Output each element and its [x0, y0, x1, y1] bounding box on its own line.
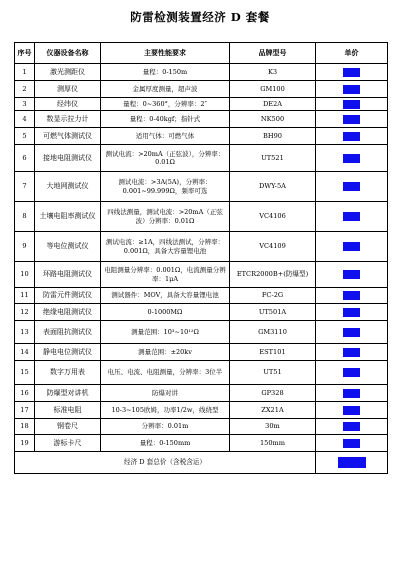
- price-swatch: [343, 212, 360, 221]
- row-brand: VC4106: [230, 202, 316, 232]
- price-swatch: [343, 291, 360, 300]
- row-name: 数字万用表: [35, 361, 101, 385]
- row-price-cell: [316, 172, 388, 202]
- row-brand: GM100: [230, 81, 316, 98]
- header-index: 序号: [15, 43, 35, 64]
- header-brand: 品牌型号: [230, 43, 316, 64]
- total-price-cell: [316, 452, 388, 474]
- row-price-cell: [316, 232, 388, 262]
- row-price-cell: [316, 145, 388, 172]
- row-price-cell: [316, 435, 388, 452]
- row-price-cell: [316, 321, 388, 344]
- row-price-cell: [316, 361, 388, 385]
- row-index: 12: [15, 304, 35, 321]
- row-index: 6: [15, 145, 35, 172]
- row-spec: 量程：0-150m: [101, 64, 230, 81]
- row-spec: 量程：0~360°，分辨率：2″: [101, 98, 230, 111]
- row-spec: 测量范围：±20kv: [101, 344, 230, 361]
- row-index: 1: [15, 64, 35, 81]
- row-name: 钢卷尺: [35, 419, 101, 435]
- row-spec: 测试电流：>3A(5A)，分辨率：0.001~99.999Ω，频率可选: [101, 172, 230, 202]
- total-row: [15, 452, 388, 474]
- row-name: 防爆型对讲机: [35, 385, 101, 402]
- row-brand: K3: [230, 64, 316, 81]
- table-row: [15, 435, 388, 452]
- row-spec: 测试电流：≥1A，四线法测试，分辨率：0.001Ω，具备大容量锂电池: [101, 232, 230, 262]
- row-spec: 电压、电流、电阻测量，分辨率：3位半: [101, 361, 230, 385]
- row-name: 土壤电阻率测试仪: [35, 202, 101, 232]
- row-price-cell: [316, 64, 388, 81]
- row-spec: 10-3~105欧姆，功率1/2w，线绕型: [101, 402, 230, 419]
- row-index: 5: [15, 128, 35, 145]
- row-price-cell: [316, 81, 388, 98]
- row-name: 标准电阻: [35, 402, 101, 419]
- row-price-cell: [316, 98, 388, 111]
- table-row: [15, 172, 388, 202]
- row-spec: 适用气体：可燃气体: [101, 128, 230, 145]
- row-price-cell: [316, 304, 388, 321]
- row-brand: BH90: [230, 128, 316, 145]
- header-name: 仪器设备名称: [35, 43, 101, 64]
- table-row: [15, 344, 388, 361]
- row-index: 10: [15, 262, 35, 288]
- row-index: 11: [15, 288, 35, 304]
- price-swatch: [343, 154, 360, 163]
- table-row: [15, 288, 388, 304]
- row-brand: NK500: [230, 111, 316, 128]
- row-name: 环路电阻测试仪: [35, 262, 101, 288]
- table-row: [15, 64, 388, 81]
- row-index: 2: [15, 81, 35, 98]
- row-index: 18: [15, 419, 35, 435]
- price-swatch: [343, 439, 360, 448]
- table-row: [15, 202, 388, 232]
- row-price-cell: [316, 419, 388, 435]
- row-index: 19: [15, 435, 35, 452]
- row-index: 14: [15, 344, 35, 361]
- header-price: 单价: [316, 43, 388, 64]
- price-swatch: [343, 132, 360, 141]
- price-swatch: [343, 270, 360, 279]
- row-name: 激光测距仪: [35, 64, 101, 81]
- price-swatch: [343, 115, 360, 124]
- price-swatch: [343, 348, 360, 357]
- row-price-cell: [316, 128, 388, 145]
- row-spec: 金属厚度测量，超声波: [101, 81, 230, 98]
- table-row: [15, 81, 388, 98]
- row-price-cell: [316, 344, 388, 361]
- row-index: 13: [15, 321, 35, 344]
- document-title: 防雷检测装置经济 D 套餐: [130, 10, 270, 24]
- row-price-cell: [316, 202, 388, 232]
- price-swatch: [343, 182, 360, 191]
- total-label: 经济 D 套总价（含税含运）: [15, 452, 316, 474]
- row-name: 防雷元件测试仪: [35, 288, 101, 304]
- row-index: 7: [15, 172, 35, 202]
- row-price-cell: [316, 385, 388, 402]
- row-brand: UT51: [230, 361, 316, 385]
- row-price-cell: [316, 262, 388, 288]
- price-swatch: [343, 242, 360, 251]
- row-spec: 四线法测量，测试电流：>20mA（正弦波）分辨率：0.01Ω: [101, 202, 230, 232]
- price-swatch: [343, 368, 360, 377]
- row-name: 静电电位测试仪: [35, 344, 101, 361]
- row-brand: 30m: [230, 419, 316, 435]
- row-index: 15: [15, 361, 35, 385]
- price-swatch: [343, 406, 360, 415]
- row-spec: 分辨率：0.01m: [101, 419, 230, 435]
- row-brand: UT501A: [230, 304, 316, 321]
- row-price-cell: [316, 288, 388, 304]
- price-swatch: [343, 85, 360, 94]
- row-index: 9: [15, 232, 35, 262]
- table-row: [15, 262, 388, 288]
- table-header-row: [15, 43, 388, 64]
- row-spec: 测量范围：10³~10¹²Ω: [101, 321, 230, 344]
- row-name: 绝缘电阻测试仪: [35, 304, 101, 321]
- table-body: [15, 64, 388, 452]
- row-name: 可燃气体测试仪: [35, 128, 101, 145]
- row-brand: ZX21A: [230, 402, 316, 419]
- equipment-table: [14, 42, 388, 474]
- row-spec: 测试器件：MOV，具备大容量锂电池: [101, 288, 230, 304]
- table-row: [15, 385, 388, 402]
- table-row: [15, 145, 388, 172]
- header-spec: 主要性能要求: [101, 43, 230, 64]
- table-row: [15, 128, 388, 145]
- row-name: 测厚仪: [35, 81, 101, 98]
- table-row: [15, 321, 388, 344]
- total-price-swatch: [338, 457, 366, 468]
- row-spec: 量程：0-150mm: [101, 435, 230, 452]
- row-index: 3: [15, 98, 35, 111]
- row-price-cell: [316, 111, 388, 128]
- row-brand: VC4109: [230, 232, 316, 262]
- price-swatch: [343, 308, 360, 317]
- row-brand: GP328: [230, 385, 316, 402]
- table-row: [15, 111, 388, 128]
- row-name: 等电位测试仪: [35, 232, 101, 262]
- row-index: 16: [15, 385, 35, 402]
- table-row: [15, 402, 388, 419]
- row-name: 大地网测试仪: [35, 172, 101, 202]
- row-brand: GM3110: [230, 321, 316, 344]
- row-brand: DWY-5A: [230, 172, 316, 202]
- row-name: 数显示拉力计: [35, 111, 101, 128]
- table-row: [15, 98, 388, 111]
- price-swatch: [343, 389, 360, 398]
- table-row: [15, 232, 388, 262]
- table-row: [15, 304, 388, 321]
- row-name: 表面阻抗测试仪: [35, 321, 101, 344]
- row-brand: DE2A: [230, 98, 316, 111]
- row-spec: 0-1000MΩ: [101, 304, 230, 321]
- row-brand: EST101: [230, 344, 316, 361]
- row-brand: FC-2G: [230, 288, 316, 304]
- row-spec: 防爆对讲: [101, 385, 230, 402]
- row-brand: ETCR2000B+(防爆型): [230, 262, 316, 288]
- row-name: 接地电阻测试仪: [35, 145, 101, 172]
- row-spec: 测试电流：>20mA（正弦波），分辨率：0.01Ω: [101, 145, 230, 172]
- row-index: 4: [15, 111, 35, 128]
- price-swatch: [343, 422, 360, 431]
- row-index: 8: [15, 202, 35, 232]
- price-swatch: [343, 328, 360, 337]
- row-spec: 电阻测量分辨率：0.001Ω，电流测量分辨率：1μA: [101, 262, 230, 288]
- row-name: 游标卡尺: [35, 435, 101, 452]
- row-spec: 量程：0-40kgf；指针式: [101, 111, 230, 128]
- table-row: [15, 361, 388, 385]
- row-price-cell: [316, 402, 388, 419]
- price-swatch: [343, 100, 360, 109]
- price-swatch: [343, 68, 360, 77]
- row-index: 17: [15, 402, 35, 419]
- row-name: 经纬仪: [35, 98, 101, 111]
- row-brand: 150mm: [230, 435, 316, 452]
- table-row: [15, 419, 388, 435]
- row-brand: UT521: [230, 145, 316, 172]
